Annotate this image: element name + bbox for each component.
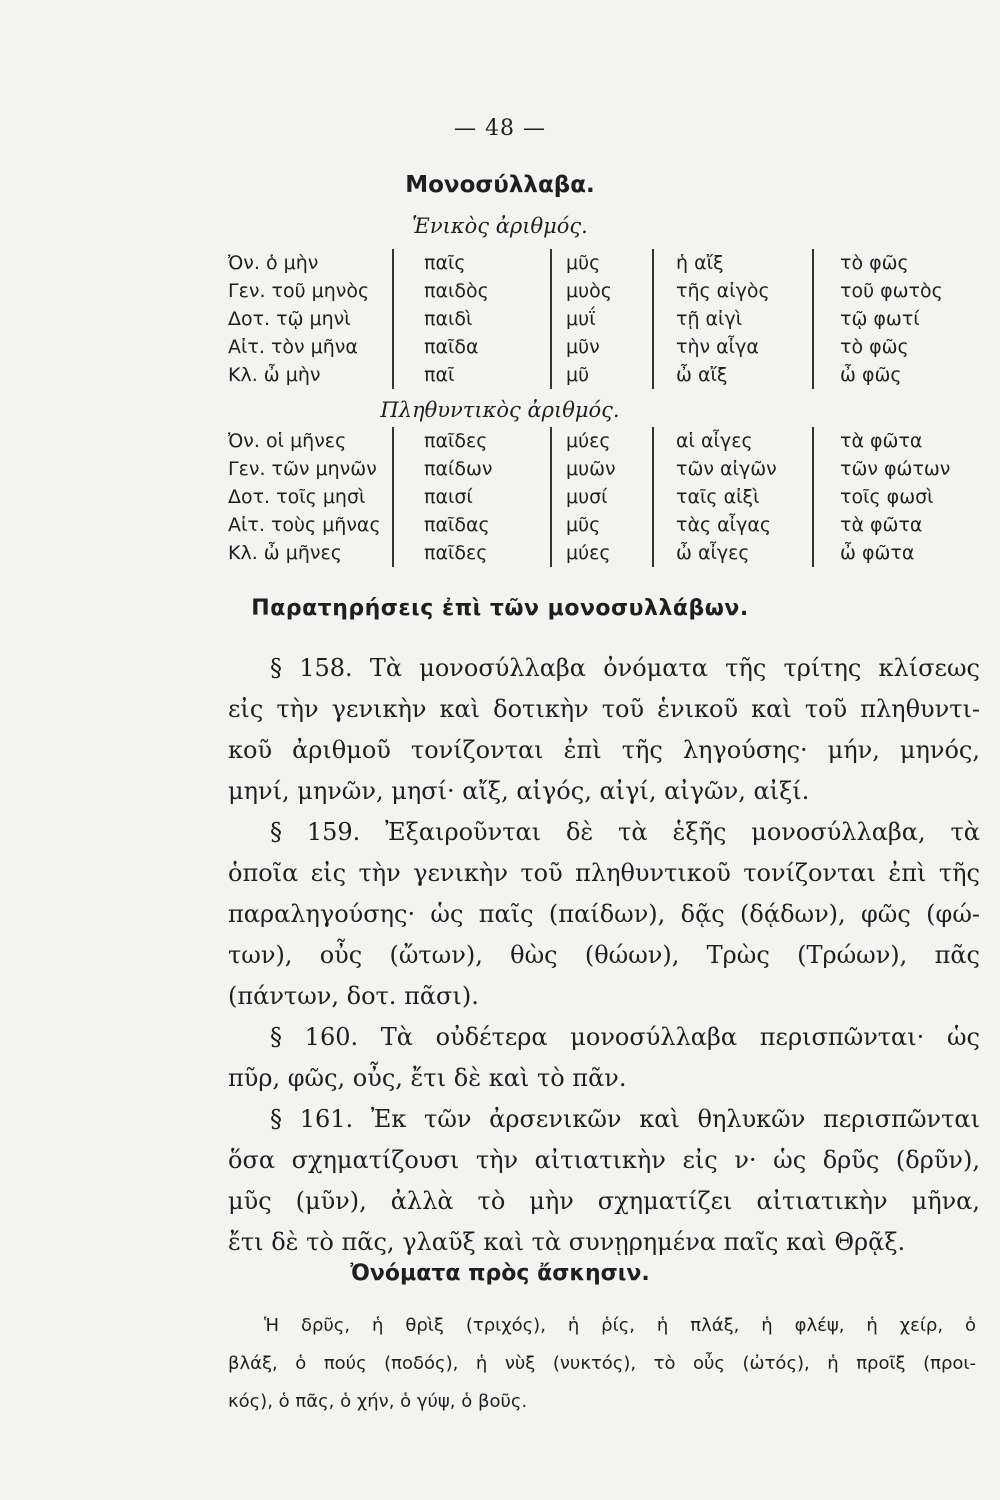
- noun-form: τὸ φῶς: [813, 249, 966, 277]
- singular-declension-table: [228, 249, 966, 389]
- noun-form: μῦς: [551, 249, 653, 277]
- noun-form: ὦ φῶτα: [813, 539, 966, 567]
- noun-form: τῆς αἰγὸς: [653, 277, 813, 305]
- noun-form: τῇ αἰγὶ: [653, 305, 813, 333]
- noun-form: μῦς: [551, 511, 653, 539]
- paragraph-line: ἔτι δὲ τὸ πᾶς, γλαῦξ καὶ τὰ συνῃρημένα παῖς καὶ Θρᾷξ.: [228, 1228, 906, 1256]
- declension-row: [228, 511, 966, 539]
- exercise-title: Ὀνόματα πρὸς ἄσκησιν.: [350, 1261, 650, 1286]
- noun-form: τὰς αἶγας: [653, 511, 813, 539]
- paragraph-line: παραληγούσης· ὡς παῖς (παίδων), δᾷς (δᾴδων), φῶς (φώ-: [228, 900, 980, 928]
- paragraph-line: ὁποῖα εἰς τὴν γενικὴν τοῦ πληθυντικοῦ τονίζονται ἐπὶ τῆς: [228, 859, 980, 887]
- noun-form: παῖδες: [393, 539, 551, 567]
- noun-form: παῖ: [393, 361, 551, 389]
- exercise-words: [228, 1307, 976, 1421]
- noun-form: τοῦ φωτὸς: [813, 277, 966, 305]
- paragraph-line: κοῦ ἀριθμοῦ τονίζονται ἐπὶ τῆς ληγούσης· μήν, μηνός,: [228, 736, 980, 764]
- declension-row: [228, 539, 966, 567]
- noun-form: μυὸς: [551, 277, 653, 305]
- case-form: Αἰτ. τὸν μῆνα: [228, 336, 358, 358]
- noun-form: παῖδας: [393, 511, 551, 539]
- noun-form: τοῖς φωσὶ: [813, 483, 966, 511]
- noun-form: τὴν αἶγα: [653, 333, 813, 361]
- noun-form: παισί: [393, 483, 551, 511]
- noun-form: παῖδα: [393, 333, 551, 361]
- noun-form: ἡ αἴξ: [653, 249, 813, 277]
- paragraph-line: § 160. Τὰ οὐδέτερα μονοσύλλαβα περισπῶνται· ὡς: [270, 1023, 980, 1051]
- declension-row: [228, 361, 966, 389]
- declension-row: [228, 333, 966, 361]
- noun-form: μῦν: [551, 333, 653, 361]
- declension-row: [228, 427, 966, 455]
- plural-declension-table: [228, 427, 966, 567]
- noun-form: ταῖς αἰξὶ: [653, 483, 813, 511]
- declension-row: [228, 305, 966, 333]
- noun-form: μύες: [551, 539, 653, 567]
- noun-form: μυΐ: [551, 305, 653, 333]
- noun-form: παιδὶ: [393, 305, 551, 333]
- case-form: Δοτ. τῷ μηνὶ: [228, 308, 351, 330]
- noun-form: τὸ φῶς: [813, 333, 966, 361]
- noun-form: τὰ φῶτα: [813, 427, 966, 455]
- noun-form: τῶν φώτων: [813, 455, 966, 483]
- noun-form: μυσί: [551, 483, 653, 511]
- plural-heading: Πληθυντικὸς ἀριθμός.: [380, 398, 620, 422]
- case-form: Γεν. τοῦ μηνὸς: [228, 280, 370, 302]
- declension-row: [228, 483, 966, 511]
- noun-form: μυῶν: [551, 455, 653, 483]
- noun-form: τῷ φωτί: [813, 305, 966, 333]
- observations-body: [228, 648, 980, 1263]
- paragraph-line: § 161. Ἐκ τῶν ἀρσενικῶν καὶ θηλυκῶν περισπῶνται: [270, 1105, 980, 1133]
- paragraph-line: πῦρ, φῶς, οὖς, ἔτι δὲ καὶ τὸ πᾶν.: [228, 1064, 627, 1092]
- case-form: Ὀν. οἱ μῆνες: [228, 430, 347, 452]
- noun-form: παῖδες: [393, 427, 551, 455]
- observations-title: Παρατηρήσεις ἐπὶ τῶν μονοσυλλάβων.: [251, 596, 749, 621]
- noun-form: αἱ αἶγες: [653, 427, 813, 455]
- noun-form: ὦ αἴξ: [653, 361, 813, 389]
- paragraph-line: § 158. Τὰ μονοσύλλαβα ὀνόματα τῆς τρίτης κλίσεως: [270, 654, 980, 682]
- page-number: — 48 —: [454, 116, 546, 141]
- declension-row: [228, 455, 966, 483]
- noun-form: παῖς: [393, 249, 551, 277]
- noun-form: τὰ φῶτα: [813, 511, 966, 539]
- case-form: Δοτ. τοῖς μησὶ: [228, 486, 366, 508]
- singular-heading: Ἑνικὸς ἀριθμός.: [412, 214, 588, 238]
- declension-row: [228, 249, 966, 277]
- noun-form: μύες: [551, 427, 653, 455]
- exercise-line: Ἡ δρῦς, ἡ θρὶξ (τριχός), ἡ ῥίς, ἡ πλάξ, ἡ φλέψ, ἡ χείρ, ὁ: [264, 1315, 976, 1336]
- paragraph-line: ὅσα σχηματίζουσι τὴν αἰτιατικὴν εἰς ν· ὡς δρῦς (δρῦν),: [228, 1146, 980, 1174]
- noun-form: ὦ φῶς: [813, 361, 966, 389]
- noun-form: μῦ: [551, 361, 653, 389]
- case-form: Γεν. τῶν μηνῶν: [228, 458, 377, 480]
- paragraph-line: μῦς (μῦν), ἀλλὰ τὸ μὴν σχηματίζει αἰτιατικὴν μῆνα,: [228, 1187, 980, 1215]
- noun-form: παίδων: [393, 455, 551, 483]
- exercise-line: βλάξ, ὁ πούς (ποδός), ἡ νὺξ (νυκτός), τὸ οὖς (ὠτός), ἡ προῖξ (προι-: [228, 1353, 976, 1374]
- noun-form: παιδὸς: [393, 277, 551, 305]
- case-form: Αἰτ. τοὺς μῆνας: [228, 514, 381, 536]
- paragraph-line: § 159. Ἐξαιροῦνται δὲ τὰ ἑξῆς μονοσύλλαβα, τὰ: [270, 818, 980, 846]
- paragraph-line: μηνί, μηνῶν, μησί· αἴξ, αἰγός, αἰγί, αἰγῶν, αἰξί.: [228, 777, 810, 805]
- case-form: Κλ. ὦ μὴν: [228, 364, 321, 386]
- noun-form: ὦ αἶγες: [653, 539, 813, 567]
- case-form: Κλ. ὦ μῆνες: [228, 542, 342, 564]
- paragraph-line: εἰς τὴν γενικὴν καὶ δοτικὴν τοῦ ἑνικοῦ καὶ τοῦ πληθυντι-: [228, 695, 980, 723]
- noun-form: τῶν αἰγῶν: [653, 455, 813, 483]
- case-form: Ὀν. ὁ μὴν: [228, 252, 319, 274]
- paragraph-line: (πάντων, δοτ. πᾶσι).: [228, 982, 479, 1010]
- declension-row: [228, 277, 966, 305]
- exercise-line: κός), ὁ πᾶς, ὁ χήν, ὁ γύψ, ὁ βοῦς.: [228, 1391, 528, 1412]
- paragraph-line: των), οὖς (ὤτων), θὼς (θώων), Τρὼς (Τρώων), πᾶς: [228, 941, 980, 969]
- section-title: Μονοσύλλαβα.: [405, 172, 595, 198]
